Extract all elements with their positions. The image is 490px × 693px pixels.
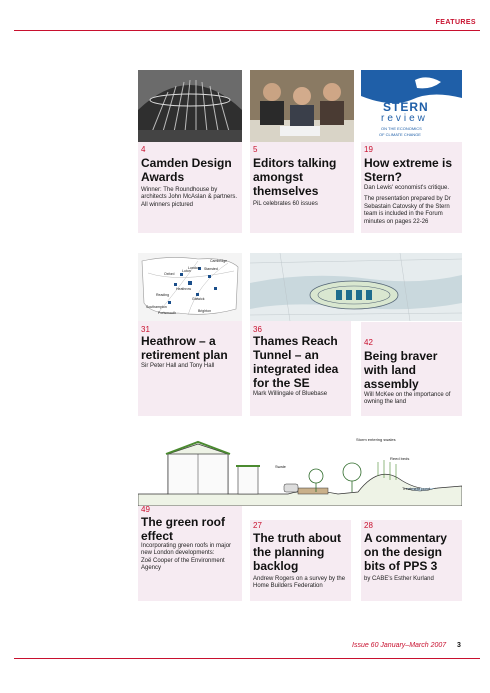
article-number: 42	[364, 338, 373, 347]
map-label: Reading	[156, 293, 170, 297]
map-label: Oxford	[164, 272, 175, 276]
article-card-49[interactable]	[138, 506, 242, 601]
article-number: 49	[141, 505, 150, 514]
article-desc: Dan Lewis' economist's critique. The presentation prepared by Dr Sebastain Catovsky of the Stern team is included in the Forum minutes on pages 22-26	[364, 185, 451, 225]
article-desc: Andrew Rogers on a survey by the Home Builders Federation	[253, 576, 346, 590]
article-number: 4	[141, 145, 146, 154]
article-title[interactable]: Being braver with land assembly	[364, 349, 438, 391]
article-title[interactable]: Thames Reach Tunnel – an integrated idea for the SE	[253, 334, 339, 390]
article-image-map	[138, 253, 242, 321]
review-word: review	[381, 113, 428, 124]
section-label: FEATURES	[435, 19, 476, 26]
article-image-editors	[250, 70, 354, 142]
article-card-19[interactable]	[361, 70, 462, 233]
article-desc: Will McKee on the importance of owning the land	[364, 392, 451, 406]
article-title[interactable]: The truth about the planning backlog	[253, 531, 341, 573]
article-card-31[interactable]	[138, 253, 242, 416]
stern-tagline-1: ON THE ECONOMICS	[381, 126, 422, 131]
map-label: Heathrow	[176, 287, 191, 291]
article-title[interactable]: How extreme is Stern?	[364, 156, 453, 184]
article-desc: Winner: The Roundhouse by architects John McAslan & partners. All winners pictured	[141, 187, 238, 208]
map-label: Gatwick	[192, 297, 205, 301]
article-number: 19	[364, 145, 373, 154]
stern-review-logo	[361, 70, 462, 142]
article-card-28[interactable]	[361, 520, 462, 601]
article-number: 27	[253, 521, 262, 530]
article-image-roundhouse	[138, 70, 242, 142]
diagram-label: Swale	[275, 464, 286, 469]
article-title[interactable]: Editors talking amongst themselves	[253, 156, 337, 198]
article-image-tunnel-plan	[250, 253, 462, 321]
map-label: Luton	[182, 269, 191, 273]
article-desc: Sir Peter Hall and Tony Hall	[141, 363, 215, 369]
header-rule	[14, 30, 480, 31]
article-desc: by CABE's Esther Kurland	[364, 576, 434, 582]
stern-tagline-2: OF CLIMATE CHANGE	[379, 132, 421, 137]
article-title[interactable]: A commentary on the design bits of PPS 3	[364, 531, 447, 573]
article-number: 36	[253, 325, 262, 334]
article-number: 5	[253, 145, 258, 154]
article-card-36[interactable]	[250, 253, 351, 416]
article-desc: Incorporating green roofs in major new London developments: Zoë Cooper of the Environment Agency	[141, 543, 232, 572]
map-label: Southampton	[146, 305, 167, 309]
diagram-label: Treatment pond	[402, 486, 431, 491]
footer-issue: Issue 60 January–March 2007	[352, 642, 447, 649]
article-card-5[interactable]	[250, 70, 354, 233]
diagram-label: Storm entering swales	[356, 437, 396, 442]
map-label: Portsmouth	[158, 311, 176, 315]
diagram-label: Reed beds	[390, 456, 410, 461]
map-label: Cambridge	[210, 259, 228, 263]
stern-word: STERN	[383, 100, 429, 114]
map-label: Stansted	[204, 267, 218, 271]
map-label: London	[188, 266, 200, 270]
page-number: 3	[457, 642, 461, 649]
article-title[interactable]: Camden Design Awards	[141, 156, 232, 184]
footer-rule	[14, 658, 480, 659]
article-card-27[interactable]	[250, 520, 351, 601]
article-number: 31	[141, 325, 150, 334]
article-number: 28	[364, 521, 373, 530]
article-image-green-roof-diagram	[138, 436, 462, 506]
article-card-42[interactable]	[361, 322, 462, 416]
article-card-4[interactable]	[138, 70, 242, 233]
article-desc: Mark Willingale of Bluebase	[253, 391, 328, 397]
article-title[interactable]: Heathrow – a retirement plan	[141, 334, 228, 362]
map-label: Brighton	[198, 309, 212, 313]
article-title[interactable]: The green roof effect	[141, 515, 226, 543]
article-desc: PiL celebrates 60 issues	[253, 201, 318, 207]
